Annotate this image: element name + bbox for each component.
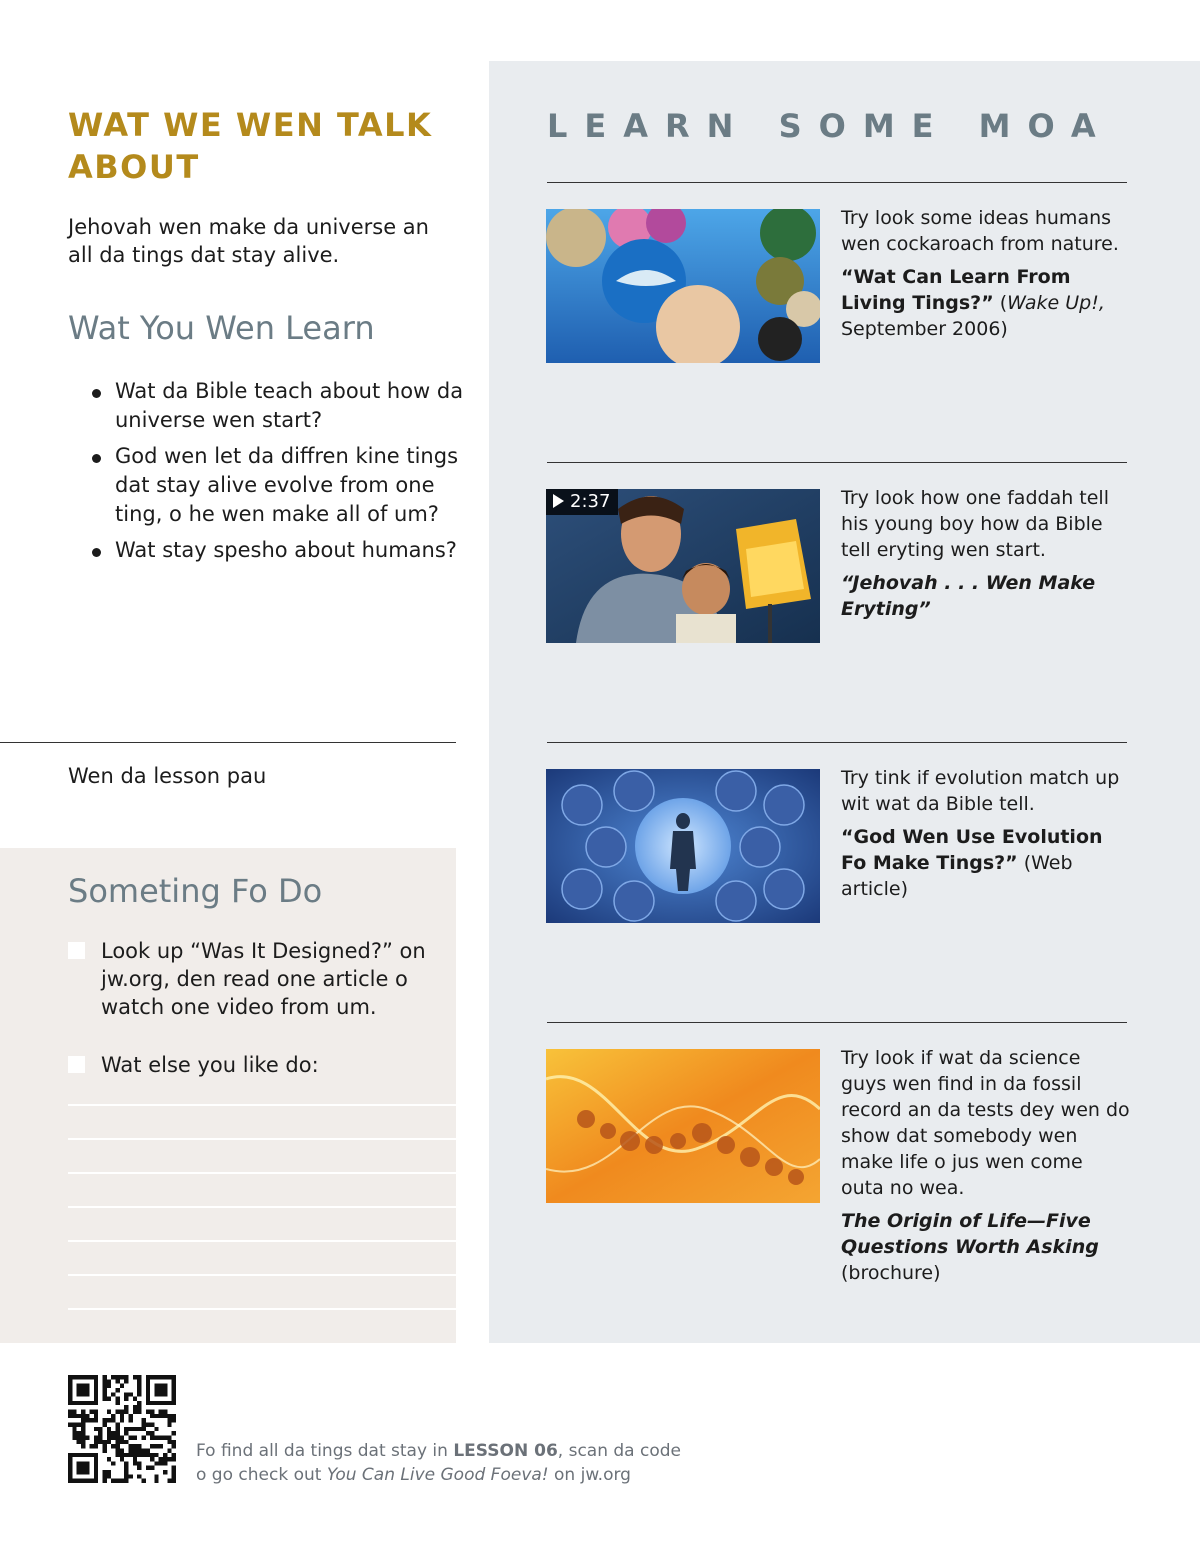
learn-item: Try look some ideas humans wen cockaroach from nature. “Wat Can Learn From Living Tings?” (Wake Up!, September 2006) [841, 205, 1131, 342]
todo-item-text: Look up “Was It Designed?” on jw.org, den read one article o watch one video from um. [101, 939, 426, 1019]
resource-link[interactable]: The Origin of Life—Five Questions Worth Asking (brochure) [841, 1210, 1099, 1284]
divider [0, 742, 456, 743]
section-title-talk: WAT WE WEN TALK ABOUT [68, 106, 433, 186]
divider [547, 1022, 1127, 1023]
todo-item [68, 1051, 448, 1079]
learn-item: Try look how one faddah tell his young boy how da Bible tell eryting wen start. “Jehovah . . . Wen Make Eryting” [841, 485, 1131, 622]
evolution-circle-image [546, 769, 820, 923]
learn-item: Try tink if evolution match up wit wat da Bible tell. “God Wen Use Evolution Fo Make Tings?” (Web article) [841, 765, 1131, 902]
play-icon [553, 494, 564, 508]
write-line[interactable] [68, 1206, 456, 1208]
resource-link[interactable]: “Jehovah . . . Wen Make Eryting” [841, 572, 1096, 620]
after-lesson-label: Wen da lesson pau [68, 764, 267, 788]
learn-more-heading: LEARN SOME MOA [547, 107, 1113, 145]
todo-item [68, 937, 448, 1021]
list-item: Wat da Bible teach about how da universe wen start? [92, 377, 472, 435]
divider [547, 462, 1127, 463]
evolution-thumbnail[interactable] [546, 769, 820, 923]
intro-text: Jehovah wen make da universe an all da tings dat stay alive. [68, 215, 429, 267]
checkbox[interactable] [68, 1056, 85, 1073]
write-line[interactable] [68, 1240, 456, 1242]
nature-thumbnail[interactable] [546, 209, 820, 363]
write-line[interactable] [68, 1172, 456, 1174]
video-duration-badge: 2:37 [546, 489, 618, 515]
resource-link[interactable]: “God Wen Use Evolution Fo Make Tings?” (Web article) [841, 826, 1103, 900]
bullet-icon [92, 389, 101, 398]
dna-image [546, 1049, 820, 1203]
divider [547, 182, 1127, 183]
footer-note: Fo find all da tings dat stay in LESSON 06, scan da code o go check out You Can Live Good Foeva! on jw.org [196, 1441, 681, 1485]
learn-item: Try look if wat da science guys wen find in da fossil record an da tests dey wen do show dat somebody wen make life o jus wen come outa no wea. The Origin of Life—Five Questions Worth Asking (brochure) [841, 1047, 1130, 1284]
origin-thumbnail[interactable] [546, 1049, 820, 1203]
list-item: Wat stay spesho about humans? [92, 536, 472, 565]
qr-code[interactable] [68, 1375, 176, 1483]
todo-heading: Someting Fo Do [68, 872, 323, 910]
list-item: God wen let da diffren kine tings dat stay alive evolve from one ting, o he wen make all of um? [92, 442, 472, 529]
nature-collage-image [546, 209, 820, 363]
bullet-icon [92, 454, 101, 463]
learn-heading: Wat You Wen Learn [68, 309, 375, 347]
write-line[interactable] [68, 1308, 456, 1310]
divider [547, 742, 1127, 743]
write-line[interactable] [68, 1104, 456, 1106]
resource-link[interactable]: “Wat Can Learn From Living Tings?” (Wake Up!, September 2006) [841, 266, 1105, 340]
write-line[interactable] [68, 1138, 456, 1140]
write-line[interactable] [68, 1274, 456, 1276]
todo-item-text: Wat else you like do: [101, 1053, 319, 1077]
checkbox[interactable] [68, 942, 85, 959]
todo-panel [0, 848, 456, 1343]
bullet-icon [92, 548, 101, 557]
question-list [92, 377, 472, 572]
video-thumbnail[interactable] [546, 489, 820, 643]
qr-code-image [68, 1375, 176, 1483]
